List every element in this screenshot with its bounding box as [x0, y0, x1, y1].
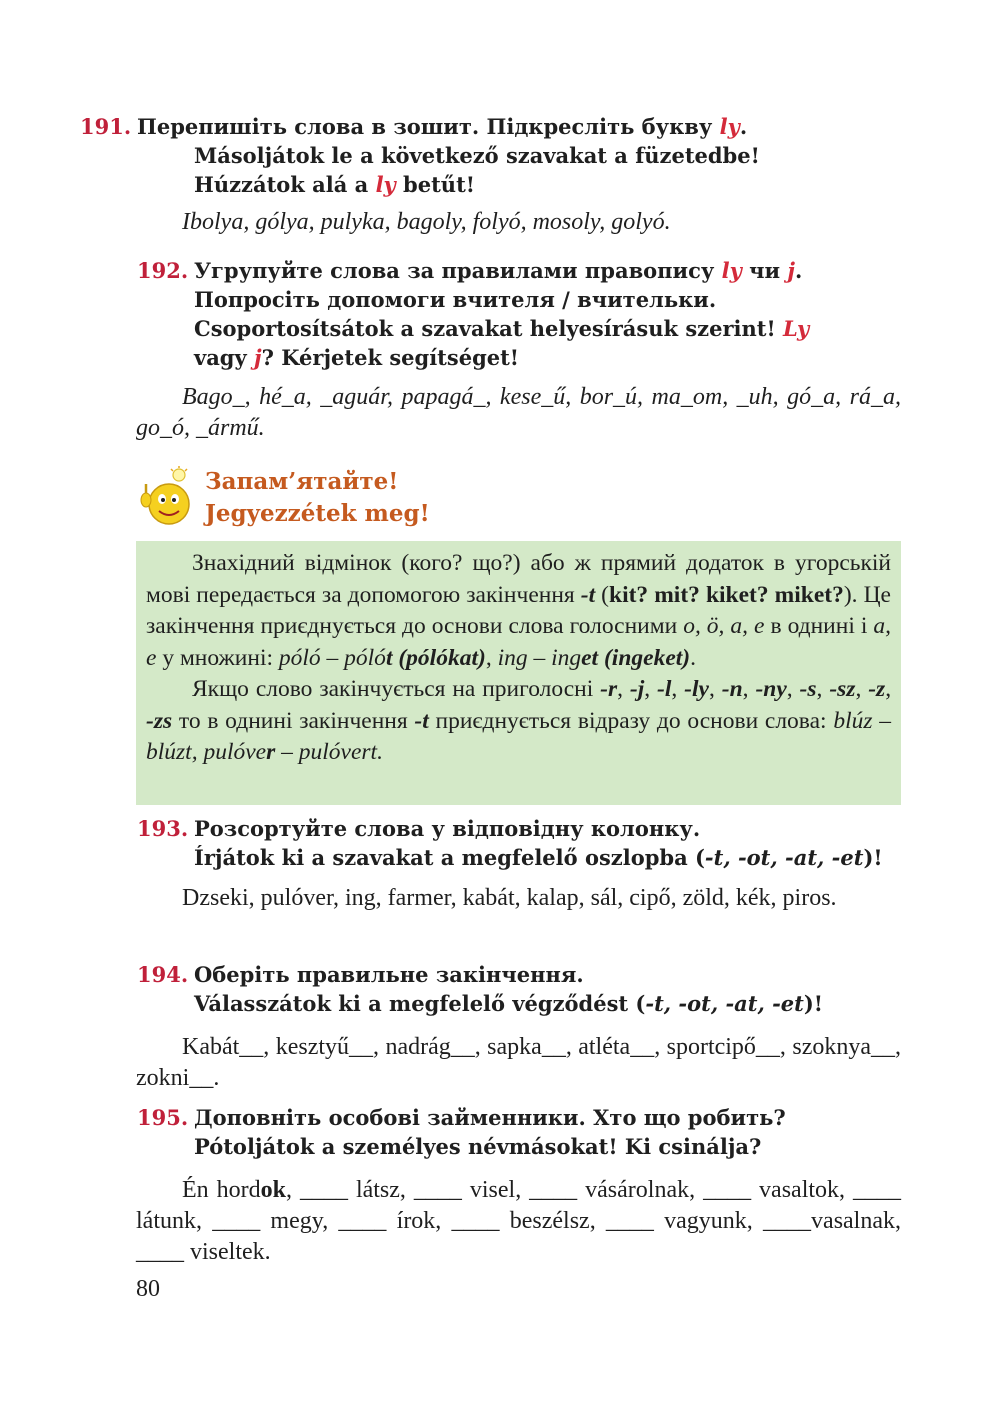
exercise-192-instruction-ua-2: Попросіть допомоги вчителя / вчительки. [194, 287, 717, 312]
exercise-195-instruction-hu: Pótoljátok a személyes névmásokat! Ki csinálja? [194, 1134, 762, 1159]
exercise-194-number: 194. [137, 962, 189, 987]
exercise-192-instruction-hu-2: vagy j? Kérjetek segítséget! [194, 345, 520, 370]
exercise-195-words: Én hordok, ____ látsz, ____ visel, ____ vásárolnak, ____ vasaltok, ____ látunk, ____ megy, ____ írok, ____ beszélsz, ____ vagyunk, ____vasalnak, ____ viseltek. [136, 1177, 902, 1265]
exercise-193-instruction-ua: Розсортуйте слова у відповідну колонку. [194, 816, 701, 841]
smiley-lightbulb-icon [136, 466, 200, 530]
grammar-rule-text [146, 548, 891, 769]
exercise-192-instruction-hu-1: Csoportosítsátok a szavakat helyesírásuk szerint! Ly [194, 316, 810, 341]
exercise-195-number: 195. [137, 1105, 189, 1130]
exercise-192-instruction-ua-1: Угрупуйте слова за правилами правопису ly чи j. [194, 258, 803, 283]
exercise-195-heading [194, 1103, 914, 1161]
exercise-192-number: 192. [137, 258, 189, 283]
exercise-192-heading [194, 256, 904, 372]
exercise-192-words: Bago_, hé_a, _aguár, papagá_, kese_ű, bor_ú, ma_om, _uh, gó_a, rá_a, go_ó, _ármű. [136, 384, 901, 441]
exercise-193-number: 193. [137, 816, 189, 841]
exercise-191-instruction-ua: Перепишіть слова в зошит. Підкресліть букву ly. [137, 114, 748, 139]
page-number: 80 [136, 1276, 160, 1302]
exercise-194-words: Kabát__, kesztyű__, nadrág__, sapka__, atléta__, sportcipő__, szoknya__, zokni__. [136, 1034, 901, 1091]
memo-title-hu: Jegyezzétek meg! [205, 500, 430, 527]
exercise-191-number: 191. [80, 114, 132, 139]
exercise-193-heading [194, 814, 914, 872]
exercise-193-words: Dzseki, pulóver, ing, farmer, kabát, kalap, sál, cipő, zöld, kék, piros. [182, 885, 837, 911]
exercise-191-instruction-hu-2: Húzzátok alá a ly betűt! [194, 172, 475, 197]
exercise-191-heading [137, 112, 917, 199]
exercise-195-instruction-ua: Доповніть особові займенники. Хто що робить? [194, 1105, 786, 1130]
exercise-194-instruction-hu: Válasszátok ki a megfelelő végződést (-t, -ot, -at, -et)! [194, 991, 824, 1016]
memo-title [205, 466, 430, 530]
memo-title-ua: Запам’ятайте! [205, 468, 399, 495]
exercise-191-words: Ibolya, gólya, pulyka, bagoly, folyó, mosoly, golyó. [182, 209, 671, 235]
grammar-rule-paragraph-1: Знахідний відмінок (кого? що?) або ж прямий додаток в угорській мові передається за допомогою закінчення -t (kit? mit? kiket? miket?). Це закінчення приєднується до основи слова голосними o, ö, a, e в однині і a, e у множині: póló – pólót (pólókat), ing – inget (ingeket). [146, 550, 891, 671]
exercise-194-heading [194, 960, 914, 1018]
exercise-193-instruction-hu: Írjátok ki a szavakat a megfelelő oszlopba (-t, -ot, -at, -et)! [194, 845, 883, 870]
exercise-191-instruction-hu-1: Másoljátok le a következő szavakat a füzetedbe! [194, 143, 760, 168]
exercise-194-instruction-ua: Оберіть правильне закінчення. [194, 962, 584, 987]
grammar-rule-paragraph-2: Якщо слово закінчується на приголосні -r, -j, -l, -ly, -n, -ny, -s, -sz, -z, -zs то в однині закінчення -t приєднується відразу до основи слова: blúz – blúzt, pulóver – pulóvert. [146, 676, 892, 765]
